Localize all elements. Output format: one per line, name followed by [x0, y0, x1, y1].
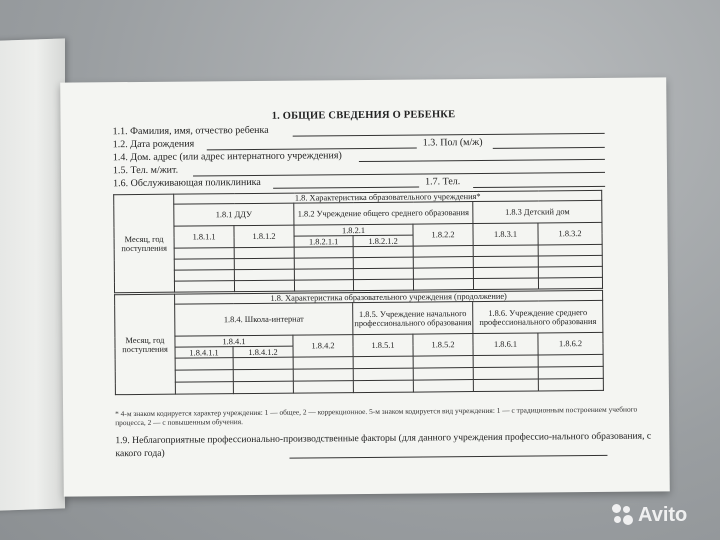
phone-line[interactable] [193, 172, 605, 177]
avito-watermark [612, 500, 712, 530]
cell[interactable] [538, 366, 603, 379]
cell[interactable] [294, 247, 353, 259]
institution-table-2 [114, 290, 604, 395]
cell[interactable] [175, 370, 233, 383]
cell[interactable] [473, 379, 538, 392]
cell[interactable] [294, 258, 353, 270]
field-sex-label: 1.3. Пол (м/ж) [422, 136, 483, 149]
cell[interactable] [353, 268, 413, 280]
cell[interactable] [174, 259, 234, 271]
cell[interactable] [353, 246, 413, 258]
footnote: * 4-м знаком кодируется характер учреждения: 1 — общее, 2 — коррекционное. 5-м знаком кодируется вид учреждения: 1 — с традиционным построением учебного процесса, 2 — с повышенным обучения. [115, 404, 638, 428]
cell[interactable] [473, 267, 538, 279]
table1-header: 1.8. Характеристика образовательного учреждения* [174, 190, 602, 204]
col-18212: 1.8.2.1.2 [353, 235, 413, 247]
cell[interactable] [175, 382, 233, 395]
col-1841: 1.8.4.1 [175, 335, 293, 347]
month-year-header: Месяц, год поступления [114, 194, 175, 293]
col-1822: 1.8.2.2 [413, 224, 473, 247]
cell[interactable] [233, 357, 293, 370]
col-18412: 1.8.4.1.2 [233, 346, 293, 358]
cell[interactable] [294, 280, 353, 292]
col-1832: 1.8.3.2 [538, 222, 602, 245]
cell[interactable] [294, 269, 353, 281]
avito-wordmark: Avito [638, 503, 688, 526]
section-title: 1. ОБЩИЕ СВЕДЕНИЯ О РЕБЕНКЕ [271, 109, 456, 122]
cell[interactable] [174, 281, 234, 293]
institution-table-1 [113, 190, 603, 293]
cell[interactable] [538, 255, 602, 267]
cell[interactable] [538, 354, 603, 367]
full-name-line[interactable] [293, 133, 605, 137]
group-183: 1.8.3 Детский дом [473, 200, 602, 223]
cell[interactable] [353, 257, 413, 269]
cell[interactable] [233, 381, 293, 394]
cell[interactable] [234, 258, 294, 270]
clinic-line[interactable] [273, 187, 419, 189]
col-1812: 1.8.1.2 [234, 225, 294, 248]
hazards-text: 1.9. Неблагоприятные профессионально-производственные факторы (для данного учреждения профессио-нального образования, с какого года) [115, 430, 652, 459]
field-full-name-label: 1.1. Фамилия, имя, отчество ребенка [112, 124, 269, 138]
group-184: 1.8.4. Школа-интернат [175, 303, 353, 337]
cell[interactable] [174, 270, 234, 282]
cell[interactable] [234, 269, 294, 281]
cell[interactable] [538, 378, 603, 391]
cell[interactable] [538, 277, 602, 289]
col-1821: 1.8.2.1 [294, 224, 413, 236]
group-182: 1.8.2 Учреждение общего среднего образования [294, 202, 473, 226]
cell[interactable] [413, 380, 473, 393]
cell[interactable] [353, 380, 413, 393]
clinic-phone-line[interactable] [473, 186, 605, 188]
cell[interactable] [473, 245, 538, 257]
cell[interactable] [538, 266, 602, 278]
table2-header: 1.8. Характеристика образовательного учреждения (продолжение) [175, 290, 603, 304]
address-line[interactable] [359, 159, 605, 162]
cell[interactable] [174, 248, 234, 260]
col-1861: 1.8.6.1 [473, 333, 538, 356]
col-18411: 1.8.4.1.1 [175, 347, 233, 359]
cell[interactable] [473, 256, 538, 268]
cell[interactable] [293, 369, 353, 382]
cell[interactable] [473, 355, 538, 368]
cell[interactable] [538, 244, 602, 256]
cell[interactable] [233, 369, 293, 382]
col-1811: 1.8.1.1 [174, 226, 234, 249]
cell[interactable] [293, 357, 353, 370]
cell[interactable] [353, 368, 413, 381]
cell[interactable] [413, 368, 473, 381]
cell[interactable] [413, 279, 473, 291]
col-1851: 1.8.5.1 [353, 334, 413, 357]
field-birth-date-label: 1.2. Дата рождения [112, 138, 195, 151]
month-year-header-2: Месяц, год поступления [115, 294, 176, 395]
field-clinic-phone-label: 1.7. Тел. [425, 176, 461, 188]
group-186: 1.8.6. Учреждение среднего профессионального образования [473, 300, 603, 333]
group-181: 1.8.1 ДДУ [174, 203, 294, 226]
col-1842: 1.8.4.2 [293, 335, 353, 358]
cell[interactable] [234, 280, 294, 292]
group-185: 1.8.5. Учреждение начального профессионального образования [353, 302, 473, 335]
col-18211: 1.8.2.1.1 [294, 236, 353, 248]
cell[interactable] [293, 381, 353, 394]
col-1862: 1.8.6.2 [538, 332, 603, 355]
avito-logo-icon [612, 504, 634, 526]
cell[interactable] [353, 279, 413, 291]
cell[interactable] [175, 358, 233, 371]
cell[interactable] [353, 356, 413, 369]
field-phone-label: 1.5. Тел. м/жит. [112, 164, 179, 177]
col-1852: 1.8.5.2 [413, 334, 473, 357]
sex-line[interactable] [493, 147, 605, 149]
left-page-edge [0, 38, 65, 511]
cell[interactable] [413, 356, 473, 369]
cell[interactable] [234, 247, 294, 259]
cell[interactable] [413, 246, 473, 258]
cell[interactable] [473, 278, 538, 290]
field-address-label: 1.4. Дом. адрес (или адрес интернатного учреждения) [112, 150, 342, 164]
cell[interactable] [473, 367, 538, 380]
col-1831: 1.8.3.1 [473, 223, 538, 246]
form-page [60, 77, 670, 496]
cell[interactable] [413, 268, 473, 280]
cell[interactable] [413, 257, 473, 269]
field-clinic-label: 1.6. Обслуживающая поликлиника [113, 176, 261, 190]
